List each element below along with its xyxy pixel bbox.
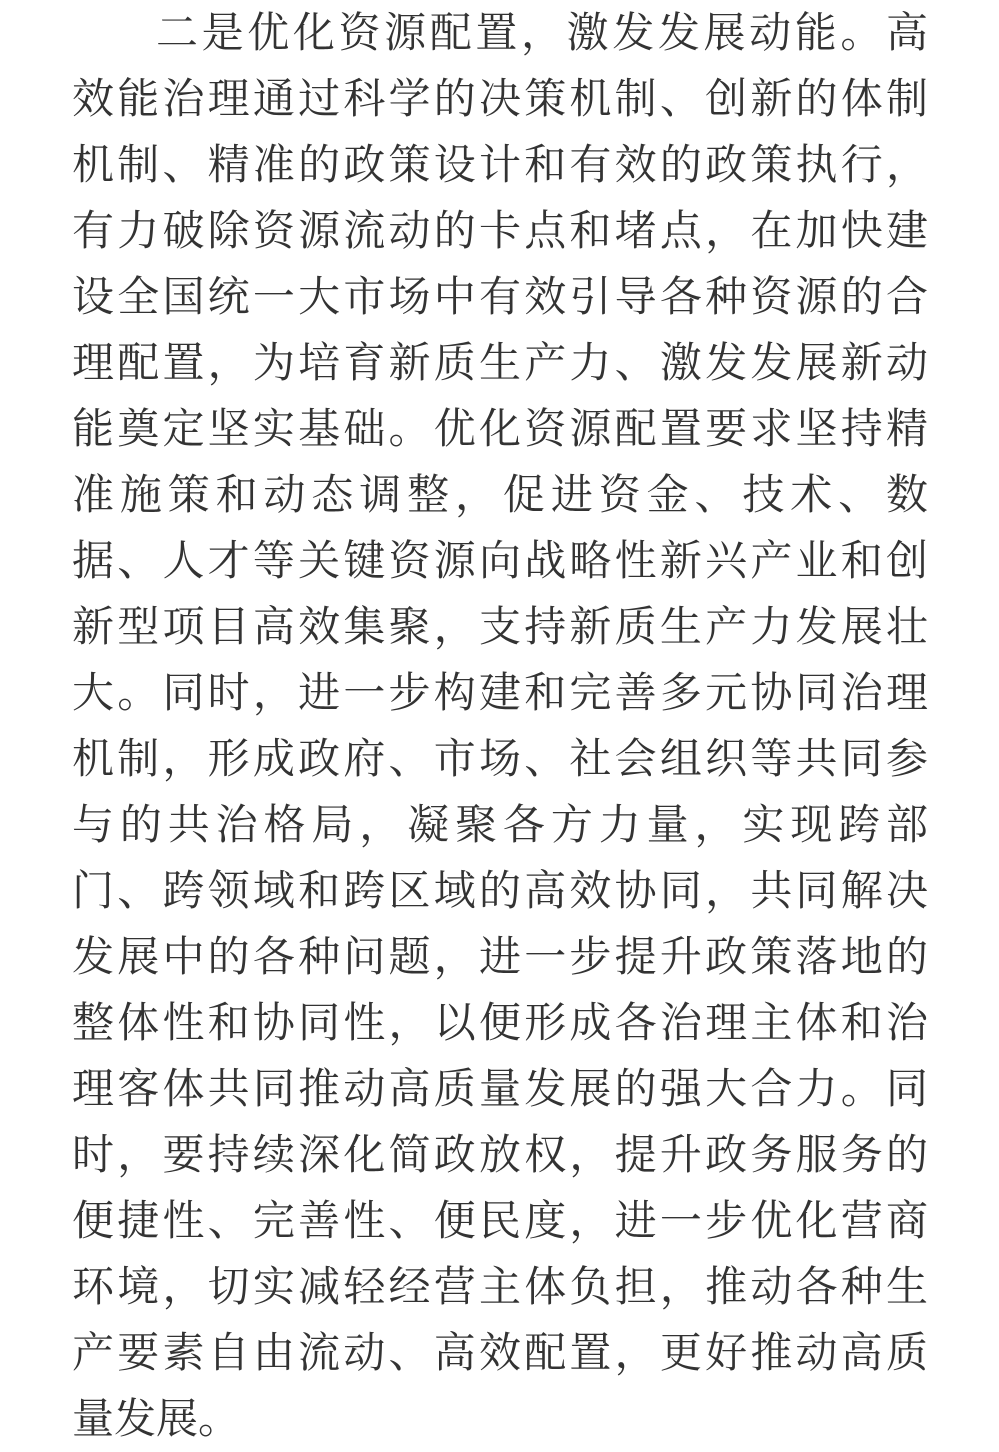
text-line: 大。同时，进一步构建和完善多元协同治理: [72, 668, 928, 717]
text-line: 设全国统一大市场中有效引导各种资源的合: [72, 272, 928, 321]
text-line: 环境，切实减轻经营主体负担，推动各种生: [72, 1262, 928, 1311]
text-line: 整体性和协同性，以便形成各治理主体和治: [72, 998, 928, 1047]
text-line: 理配置，为培育新质生产力、激发发展新动: [72, 338, 928, 387]
text-line: 机制，形成政府、市场、社会组织等共同参: [72, 734, 928, 783]
text-line: 新型项目高效集聚，支持新质生产力发展壮: [72, 602, 928, 651]
text-line: 发展中的各种问题，进一步提升政策落地的: [72, 932, 928, 981]
article-body: [72, 0, 928, 1452]
text-line: 量发展。: [72, 1394, 241, 1443]
text-line: 与的共治格局，凝聚各方力量，实现跨部: [72, 800, 928, 849]
text-line: 产要素自由流动、高效配置，更好推动高质: [72, 1328, 928, 1377]
text-line: 门、跨领域和跨区域的高效协同，共同解决: [72, 866, 928, 915]
text-line: 有力破除资源流动的卡点和堵点，在加快建: [72, 206, 928, 255]
text-line: 准施策和动态调整，促进资金、技术、数: [72, 470, 928, 519]
text-line: 据、人才等关键资源向战略性新兴产业和创: [72, 536, 928, 585]
text-line: 理客体共同推动高质量发展的强大合力。同: [72, 1064, 928, 1113]
text-line: 二是优化资源配置，激发发展动能。高: [156, 8, 928, 57]
text-line: 时，要持续深化简政放权，提升政务服务的: [72, 1130, 928, 1179]
text-line: 便捷性、完善性、便民度，进一步优化营商: [72, 1196, 928, 1245]
text-line: 机制、精准的政策设计和有效的政策执行，: [72, 140, 928, 189]
text-line: 效能治理通过科学的决策机制、创新的体制: [72, 74, 928, 123]
text-line: 能奠定坚实基础。优化资源配置要求坚持精: [72, 404, 928, 453]
